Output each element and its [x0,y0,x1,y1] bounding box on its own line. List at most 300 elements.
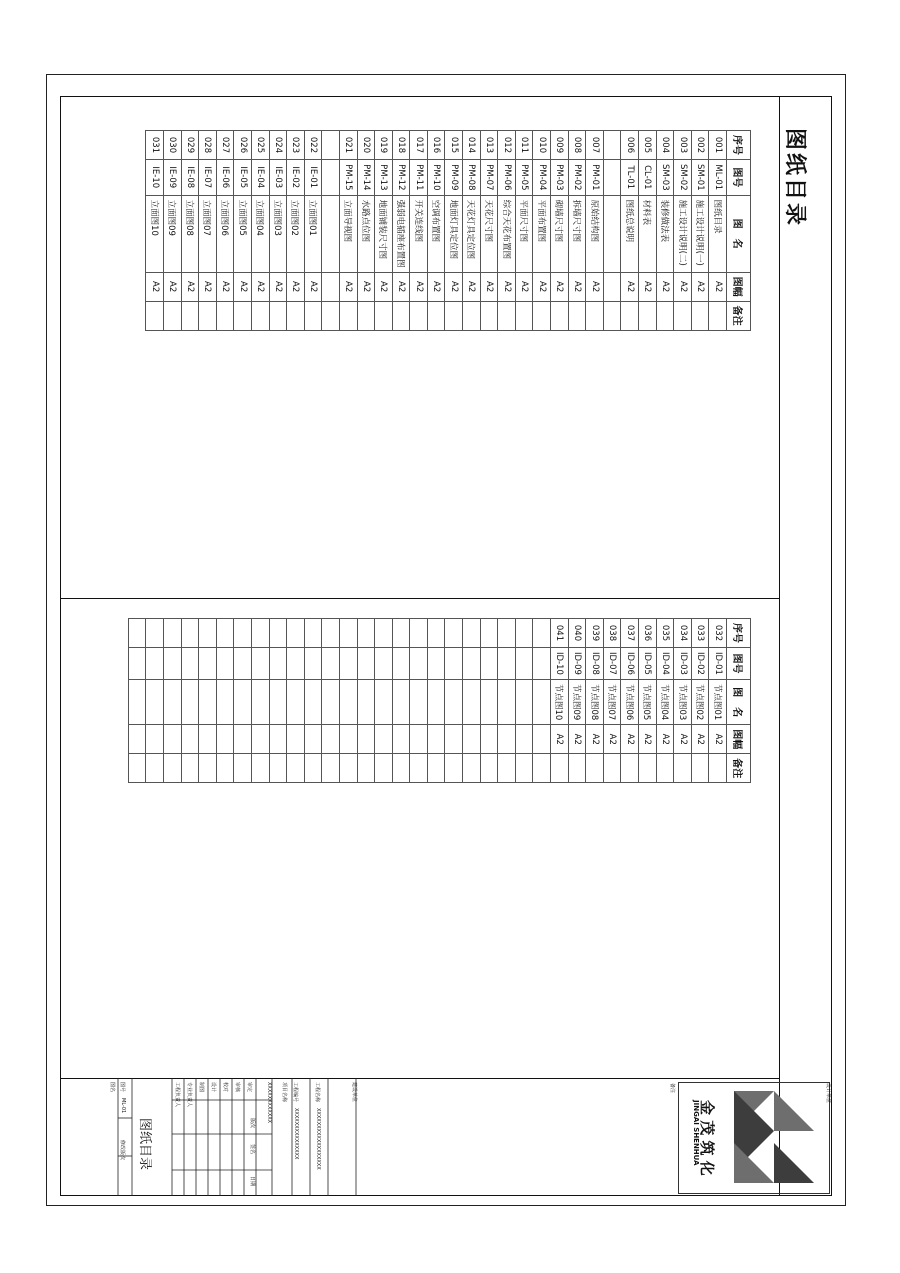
table-row [586,619,604,783]
project-no-label: 工程编号 [292,1082,298,1103]
cell-empty [199,619,217,648]
table-row-empty [533,619,551,783]
cell-seq: 001 [709,131,727,160]
cell-note [146,301,164,330]
cell-name: 空调布置图 [427,195,445,272]
notes-label: 备注 [669,1083,675,1094]
cell-empty [199,648,217,680]
cell-seq: 031 [146,131,164,160]
cell-empty [498,725,516,754]
cell-size: A2 [586,272,604,301]
cell-empty [146,619,164,648]
cell-empty [357,619,375,648]
cell-seq: 006 [621,131,639,160]
project-no-value: XXXXXXXXXXXXXXX [293,1108,299,1160]
cell-size: A2 [621,272,639,301]
item-name-value: XXXXXXXXXXXX [266,1082,272,1124]
header-note: 备注 [727,301,751,330]
cell-seq: 034 [674,619,692,648]
cell-empty [515,619,533,648]
cell-name: 节点图01 [709,679,727,724]
cell-empty [533,679,551,724]
cell-empty [445,679,463,724]
header-size: 图幅 [727,272,751,301]
table-row [322,131,340,331]
cell-seq: 032 [709,619,727,648]
cell-seq: 003 [674,131,692,160]
table-row [410,131,428,331]
cell-empty [392,648,410,680]
cell-note [603,301,621,330]
header-name: 图 名 [727,679,751,724]
cell-code: PM-12 [392,160,410,196]
cell-code: ID-08 [586,648,604,680]
cell-empty [181,619,199,648]
cell-seq: 014 [463,131,481,160]
cell-empty [410,619,428,648]
cell-code: PM-01 [586,160,604,196]
cell-empty [304,725,322,754]
cell-empty [392,679,410,724]
role-label: 校对 [222,1082,228,1093]
cell-code [603,160,621,196]
table-row [603,619,621,783]
cell-seq: 007 [586,131,604,160]
cell-empty [339,619,357,648]
table-row-empty [445,619,463,783]
cell-name: 节点图10 [551,679,569,724]
cell-empty [287,754,305,783]
cell-code: IE-10 [146,160,164,196]
cell-seq: 012 [498,131,516,160]
cell-empty [269,619,287,648]
cell-empty [427,725,445,754]
cell-code: IE-04 [251,160,269,196]
cell-code: IE-03 [269,160,287,196]
cell-empty [339,679,357,724]
cell-empty [533,725,551,754]
project-name-label: 工程名称 [314,1082,320,1103]
cell-name: 拆墙尺寸图 [568,195,586,272]
brand-name-en: JINGAI SHENHUA [692,1100,700,1166]
table-row [551,619,569,783]
cell-empty [498,619,516,648]
header-note: 备注 [727,754,751,783]
cell-empty [410,725,428,754]
cell-note [463,301,481,330]
cell-seq: 024 [269,131,287,160]
cell-empty [339,754,357,783]
cell-empty [322,754,340,783]
cell-note [551,754,569,783]
cell-empty [287,648,305,680]
cell-name: 立面图09 [164,195,182,272]
cell-empty [392,725,410,754]
cell-empty [164,679,182,724]
cell-seq: 005 [639,131,657,160]
cell-size: A2 [164,272,182,301]
cell-seq: 037 [621,619,639,648]
cell-empty [410,648,428,680]
cell-seq: 019 [375,131,393,160]
cell-code: SM-01 [691,160,709,196]
cell-name: 施工设计说明(二) [674,195,692,272]
cell-empty [445,725,463,754]
cell-code: IE-01 [304,160,322,196]
table-header [727,619,751,783]
table-row [674,131,692,331]
cell-size: A2 [463,272,481,301]
cell-seq: 038 [603,619,621,648]
table-row-empty [392,619,410,783]
cell-name [603,195,621,272]
cell-code: IE-02 [287,160,305,196]
design-unit-label: 设计单位 [825,1083,831,1104]
cell-name: 天花尺寸图 [480,195,498,272]
cell-empty [322,725,340,754]
cell-empty [181,679,199,724]
cell-empty [234,679,252,724]
cell-empty [463,619,481,648]
cell-size: A2 [568,725,586,754]
cell-size: A2 [551,725,569,754]
role-label: 工程负责人 [174,1082,180,1108]
table-row [357,131,375,331]
revise-label: 修改版次 [119,1140,125,1161]
table-row-empty [304,619,322,783]
cell-note [164,301,182,330]
cell-empty [216,725,234,754]
cell-empty [375,648,393,680]
cell-empty [304,648,322,680]
cell-code: IE-09 [164,160,182,196]
cell-code: PM-13 [375,160,393,196]
table-row-empty [339,619,357,783]
cell-empty [375,679,393,724]
cell-name: 立面图10 [146,195,164,272]
table-row [498,131,516,331]
cell-empty [234,754,252,783]
cell-empty [287,619,305,648]
table-row [339,131,357,331]
cell-seq: 008 [568,131,586,160]
cell-code: PM-15 [339,160,357,196]
sheet-title: 图纸目录 [137,1118,152,1171]
table-row [287,131,305,331]
cell-empty [498,648,516,680]
table-row [515,131,533,331]
cell-code: PM-07 [480,160,498,196]
cell-size: A2 [621,725,639,754]
table-row [656,619,674,783]
cell-name: 平面布置图 [533,195,551,272]
cell-empty [480,754,498,783]
table-row [480,131,498,331]
cell-seq: 026 [234,131,252,160]
cell-size: A2 [375,272,393,301]
cell-note [586,754,604,783]
cell-empty [199,679,217,724]
cell-empty [480,725,498,754]
cell-empty [463,725,481,754]
cell-note [639,754,657,783]
cell-empty [269,754,287,783]
cell-empty [304,754,322,783]
cell-name: 图纸总说明 [621,195,639,272]
table-row [427,131,445,331]
table-row [568,619,586,783]
table-row [656,131,674,331]
table-header [727,131,751,331]
cell-note [586,301,604,330]
cell-note [287,301,305,330]
table-row-empty [287,619,305,783]
table-row [639,619,657,783]
cell-name: 节点图08 [586,679,604,724]
cell-empty [181,754,199,783]
cell-seq: 004 [656,131,674,160]
cell-empty [410,679,428,724]
cell-code: IE-06 [216,160,234,196]
table-row-empty [251,619,269,783]
cell-empty [128,679,146,724]
cell-name: 立面图02 [287,195,305,272]
cell-size: A2 [568,272,586,301]
cell-code: SM-02 [674,160,692,196]
table-row [621,131,639,331]
cell-code: IE-07 [199,160,217,196]
table-row [392,131,410,331]
cell-size: A2 [146,272,164,301]
cell-note [674,754,692,783]
cell-seq: 041 [551,619,569,648]
header-name: 图 名 [727,195,751,272]
cell-size: A2 [586,725,604,754]
cell-name: 节点图07 [603,679,621,724]
sign-label: 签名 [249,1144,255,1155]
cell-note [621,301,639,330]
directory-table [145,130,751,331]
cell-name: 平面尺寸图 [515,195,533,272]
cell-empty [480,619,498,648]
table-row-empty [181,619,199,783]
cell-size: A2 [603,725,621,754]
cell-empty [322,648,340,680]
cell-size: A2 [357,272,375,301]
page-title: 图纸目录 [782,128,807,229]
cell-size: A2 [656,272,674,301]
cell-name: 节点图09 [568,679,586,724]
cell-name: 立面图07 [199,195,217,272]
cell-note [568,301,586,330]
cell-empty [375,754,393,783]
cell-name: 强弱电插座布置图 [392,195,410,272]
cell-note [251,301,269,330]
cell-note [480,301,498,330]
cell-seq: 039 [586,619,604,648]
cell-empty [533,754,551,783]
cell-empty [392,619,410,648]
cell-code: PM-10 [427,160,445,196]
cell-note [181,301,199,330]
cell-empty [269,648,287,680]
cell-seq: 018 [392,131,410,160]
cell-size: A2 [427,272,445,301]
cell-empty [199,725,217,754]
date-label: 日期 [249,1176,255,1187]
cell-note [392,301,410,330]
cell-empty [216,679,234,724]
header-seq: 序号 [727,619,751,648]
cell-size: A2 [656,725,674,754]
role-label: 审定 [246,1082,252,1093]
header-code: 图号 [727,648,751,680]
cell-empty [251,754,269,783]
cell-empty [533,648,551,680]
cell-note [269,301,287,330]
cell-code: PM-02 [568,160,586,196]
cell-size: A2 [674,272,692,301]
cell-empty [533,619,551,648]
brand-name-cn: 金 茂 筑 化 [698,1100,716,1176]
cell-name: 施工设计说明(一) [691,195,709,272]
cell-seq: 010 [533,131,551,160]
cell-seq: 035 [656,619,674,648]
cell-note [691,301,709,330]
cell-empty [216,648,234,680]
sheet-no-label: 图号 [119,1082,125,1093]
directory-table-upper [145,130,751,331]
cell-name: 立面图08 [181,195,199,272]
cell-empty [392,754,410,783]
table-row-empty [322,619,340,783]
cell-name: 材料表 [639,195,657,272]
table-row [199,131,217,331]
table-row [164,131,182,331]
cell-empty [128,648,146,680]
cell-size: A2 [551,272,569,301]
directory-table [128,618,751,783]
header-size: 图幅 [727,725,751,754]
cell-empty [427,754,445,783]
cell-seq: 020 [357,131,375,160]
table-row-empty [410,619,428,783]
cell-code: PM-06 [498,160,516,196]
cell-note [199,301,217,330]
cell-size [322,272,340,301]
cell-code: IE-08 [181,160,199,196]
table-row [216,131,234,331]
cell-note [498,301,516,330]
table-row-empty [498,619,516,783]
table-row [251,131,269,331]
cell-code: ID-03 [674,648,692,680]
cell-note [445,301,463,330]
cell-note [674,301,692,330]
cell-name: 地面铺装尺寸图 [375,195,393,272]
table-row-empty [234,619,252,783]
cell-name [322,195,340,272]
cell-seq: 025 [251,131,269,160]
cell-seq: 028 [199,131,217,160]
cell-size: A2 [392,272,410,301]
cell-seq: 002 [691,131,709,160]
cell-code: IE-05 [234,160,252,196]
project-name-value: XXXXXXXXXXXXXXXXXX [315,1108,321,1170]
cell-empty [128,725,146,754]
cell-note [427,301,445,330]
cell-empty [251,679,269,724]
table-row [709,131,727,331]
cell-note [410,301,428,330]
cell-empty [322,679,340,724]
cell-empty [287,725,305,754]
role-label: 制图 [198,1082,204,1093]
cell-note [533,301,551,330]
cell-code: PM-04 [533,160,551,196]
cell-size: A2 [639,725,657,754]
cell-name: 节点图02 [691,679,709,724]
cell-empty [164,725,182,754]
cell-name: 节点图06 [621,679,639,724]
directory-table-lower [128,618,751,783]
cell-name: 立面图06 [216,195,234,272]
cell-empty [234,725,252,754]
cell-size: A2 [251,272,269,301]
cell-empty [515,648,533,680]
cell-code: TL-01 [621,160,639,196]
table-row-empty [269,619,287,783]
cell-empty [515,725,533,754]
item-name-label: 项目名称 [281,1082,287,1103]
cell-empty [234,619,252,648]
cell-empty [480,648,498,680]
role-label: 设计 [210,1082,216,1093]
cell-code: SM-03 [656,160,674,196]
cell-empty [339,648,357,680]
cell-name: 图纸目录 [709,195,727,272]
sheet-no-value: ML-01 [120,1098,126,1114]
cell-note [603,754,621,783]
cell-note [639,301,657,330]
cell-empty [498,679,516,724]
cell-seq: 015 [445,131,463,160]
cell-size: A2 [709,272,727,301]
cell-size: A2 [199,272,217,301]
cell-note [621,754,639,783]
table-row [533,131,551,331]
table-row-empty [515,619,533,783]
cell-note [322,301,340,330]
cell-name: 立面图01 [304,195,322,272]
drawing-name-label: 图名 [109,1082,115,1093]
cell-empty [357,725,375,754]
cell-seq: 022 [304,131,322,160]
cell-empty [128,754,146,783]
cell-note [656,754,674,783]
cell-empty [427,619,445,648]
cell-empty [146,679,164,724]
cell-seq: 030 [164,131,182,160]
cell-empty [357,754,375,783]
cell-code: PM-08 [463,160,481,196]
cell-name: 节点图04 [656,679,674,724]
cell-empty [445,754,463,783]
cell-empty [427,679,445,724]
cell-note [339,301,357,330]
cell-code: ID-02 [691,648,709,680]
cell-note [551,301,569,330]
